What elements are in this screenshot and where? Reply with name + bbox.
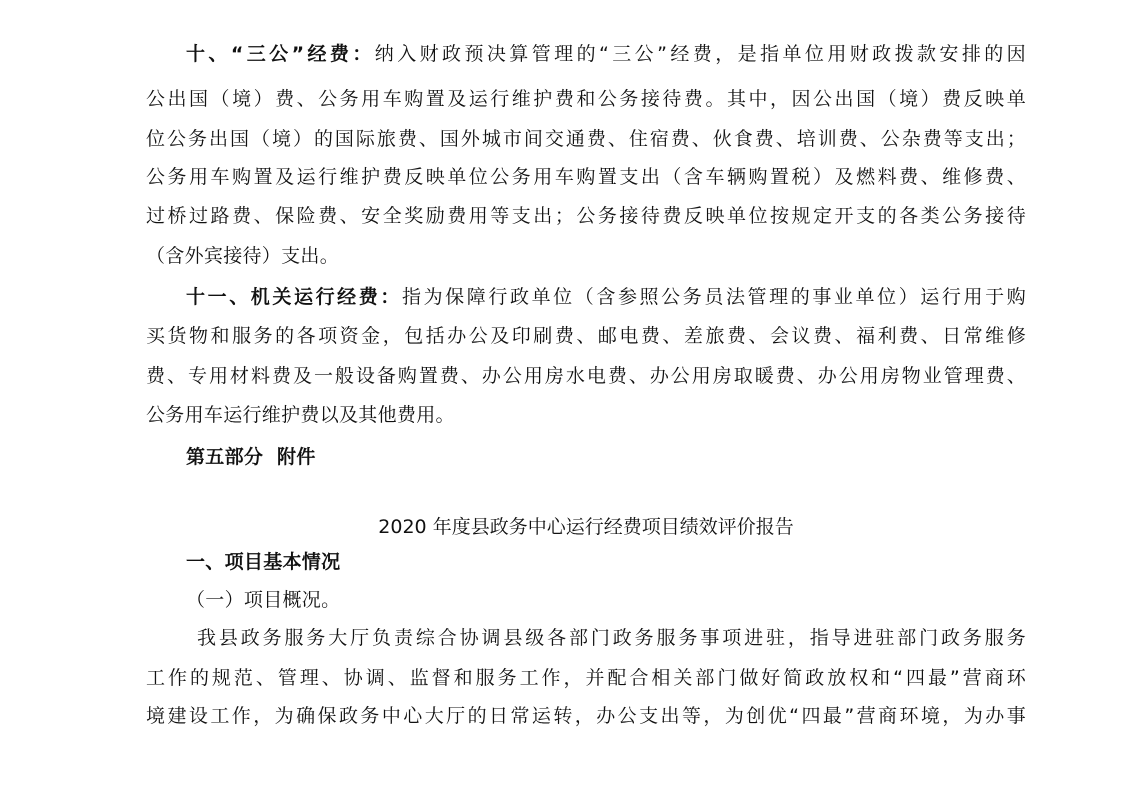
section-11-line-2: 买货物和服务的各项资金，包括办公及印刷费、邮电费、差旅费、会议费、福利费、日常维修	[146, 325, 1026, 347]
section-1-heading: 一、项目基本情况	[186, 551, 341, 573]
section-11-line-3: 费、专用材料费及一般设备购置费、办公用房水电费、办公用房取暖费、办公用房物业管理费、	[146, 365, 1026, 387]
section-10-line-4: 公务用车购置及运行维护费反映单位公务用车购置支出（含车辆购置税）及燃料费、维修费、	[146, 166, 1026, 188]
section-11-line-1	[186, 284, 1026, 310]
section-10-line-5: 过桥过路费、保险费、安全奖励费用等支出；公务接待费反映单位按规定开支的各类公务接待	[146, 205, 1026, 227]
section-10-line-1	[186, 41, 1026, 67]
report-title: 2020 年度县政务中心运行经费项目绩效评价报告	[378, 516, 794, 538]
section-10-text: 纳入财政预决算管理的“三公”经费，是指单位用财政拨款安排的因	[374, 43, 1026, 65]
overview-line-1: 我县政务服务大厅负责综合协调县级各部门政务服务事项进驻，指导进驻部门政务服务	[197, 627, 1026, 649]
section-11-heading: 十一、机关运行经费：	[186, 286, 402, 308]
section-10-line-3: 位公务出国（境）的国际旅费、国外城市间交通费、住宿费、伙食费、培训费、公杂费等支出；	[146, 128, 1026, 150]
section-11-text: 指为保障行政单位（含参照公务员法管理的事业单位）运行用于购	[401, 286, 1026, 308]
section-10-heading: 十、“三公”经费：	[186, 43, 375, 65]
part-5-heading: 第五部分 附件	[186, 446, 316, 468]
section-11-line-4: 公务用车运行维护费以及其他费用。	[146, 404, 455, 426]
section-10-line-2: 公出国（境）费、公务用车购置及运行维护费和公务接待费。其中，因公出国（境）费反映单	[146, 88, 1026, 110]
section-10-line-6: （含外宾接待）支出。	[146, 245, 340, 267]
overview-line-2: 工作的规范、管理、协调、监督和服务工作，并配合相关部门做好简政放权和“四最”营商环	[146, 667, 1026, 689]
overview-line-3: 境建设工作，为确保政务中心大厅的日常运转，办公支出等，为创优“四最”营商环境，为办事	[146, 705, 1026, 727]
subsection-1-heading: （一）项目概况。	[186, 589, 341, 611]
